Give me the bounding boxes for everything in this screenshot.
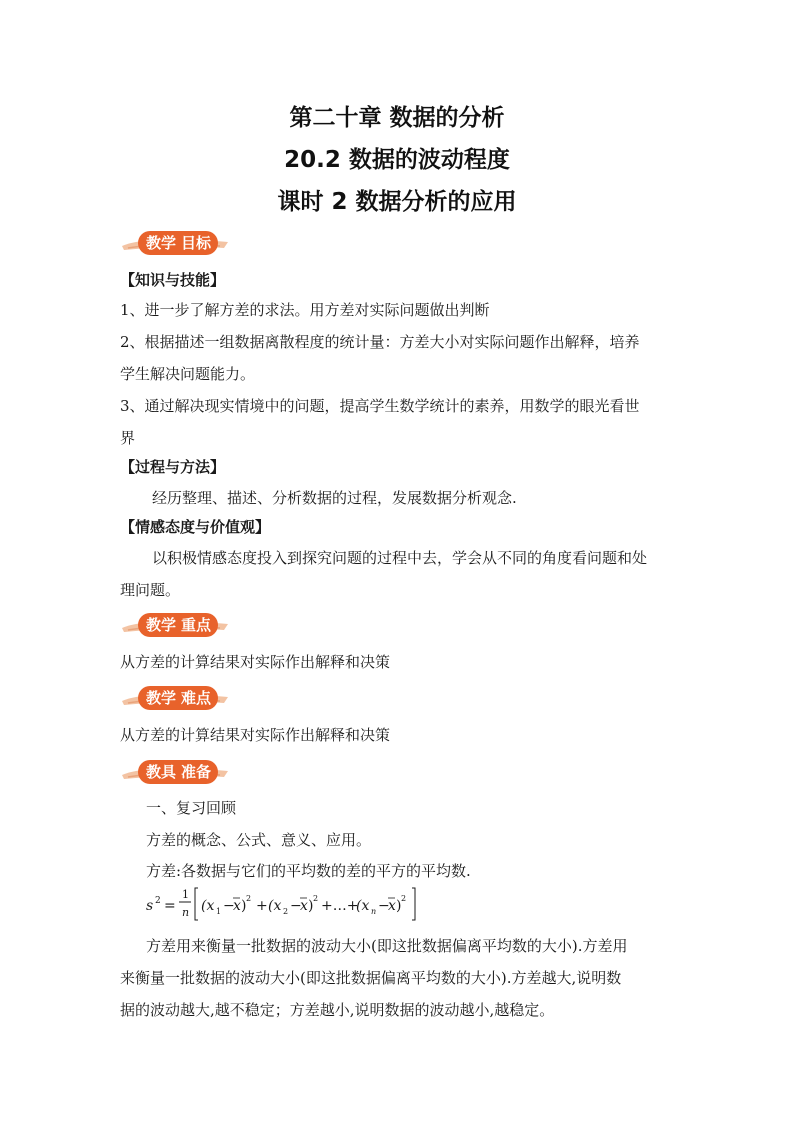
badge-text-pre: 教学 <box>138 613 179 637</box>
formula-xbar3: x <box>388 898 396 914</box>
key-point-text: 从方差的计算结果对实际作出解释和决策 <box>120 653 391 671</box>
formula-sub2: 2 <box>283 907 289 916</box>
formula-close3: ) <box>396 898 402 914</box>
badge-text-pre: 教学 <box>138 231 179 255</box>
formula-xbar2: x <box>300 898 308 914</box>
formula-term2: (x <box>268 898 282 914</box>
formula-minus2: − <box>290 898 302 914</box>
variance-formula <box>146 884 436 924</box>
review-heading: 一、复习回顾 <box>146 799 237 817</box>
knowledge-item-2a: 2、根据描述一组数据离散程度的统计量：方差大小对实际问题作出解释，培养 <box>120 333 640 351</box>
formula-xbar1: x <box>233 898 241 914</box>
knowledge-heading: 【知识与技能】 <box>120 271 226 289</box>
process-text: 经历整理、描述、分析数据的过程，发展数据分析观念. <box>152 489 517 507</box>
difficult-point-text: 从方差的计算结果对实际作出解释和决策 <box>120 726 391 744</box>
badge-teaching-goal <box>120 230 240 258</box>
formula-sq1: 2 <box>246 894 252 903</box>
emotion-text-b: 理问题。 <box>120 581 181 599</box>
formula-term1: (x <box>201 898 215 914</box>
formula-s: s <box>146 898 154 914</box>
review-line-1: 方差的概念、公式、意义、应用。 <box>146 831 372 849</box>
knowledge-item-2b: 学生解决问题能力。 <box>120 365 256 383</box>
formula-sub1: 1 <box>216 907 222 916</box>
review-paragraph-a: 方差用来衡量一批数据的波动大小(即这批数据偏离平均数的大小).方差用 <box>146 937 628 955</box>
badge-text-post: 难点 <box>179 686 218 710</box>
review-paragraph-c: 据的波动越大,越不稳定；方差越小,说明数据的波动越小,越稳定。 <box>120 1001 555 1019</box>
badge-text-post: 重点 <box>179 613 218 637</box>
emotion-heading: 【情感态度与价值观】 <box>120 518 271 536</box>
badge-text-post: 目标 <box>179 231 218 255</box>
formula-subn: n <box>371 907 377 916</box>
formula-exp: 2 <box>155 896 161 906</box>
emotion-text-a: 以积极情感态度投入到探究问题的过程中去，学会从不同的角度看问题和处 <box>152 549 648 567</box>
chapter-title: 第二十章 数据的分析 <box>289 105 505 131</box>
formula-sq2: 2 <box>313 894 319 903</box>
badge-text-post: 准备 <box>179 760 218 784</box>
knowledge-item-3a: 3、通过解决现实情境中的问题，提高学生数学统计的素养，用数学的眼光看世 <box>120 397 640 415</box>
badge-teaching-difficulty <box>120 685 240 713</box>
formula-minus1: − <box>223 898 235 914</box>
knowledge-item-1: 1、进一步了解方差的求法。用方差对实际问题做出判断 <box>120 301 490 319</box>
section-title: 20.2 数据的波动程度 <box>284 147 510 173</box>
formula-sq3: 2 <box>401 894 407 903</box>
formula-close2: ) <box>308 898 314 914</box>
lesson-title: 课时 2 数据分析的应用 <box>277 189 517 215</box>
formula-denominator: n <box>182 906 190 919</box>
badge-teaching-key <box>120 612 240 640</box>
formula-close1: ) <box>241 898 247 914</box>
formula-term3: (x <box>356 898 370 914</box>
knowledge-item-3b: 界 <box>120 429 136 447</box>
review-line-2: 方差:各数据与它们的平均数的差的平方的平均数. <box>146 862 471 880</box>
formula-numerator: 1 <box>182 888 189 901</box>
badge-text-pre: 教学 <box>138 686 179 710</box>
formula-plus1: + <box>256 898 268 914</box>
review-paragraph-b: 来衡量一批数据的波动大小(即这批数据偏离平均数的大小).方差越大,说明数 <box>120 969 622 987</box>
process-heading: 【过程与方法】 <box>120 458 226 476</box>
formula-dots: +…+ <box>321 898 359 914</box>
formula-eq: = <box>164 898 176 914</box>
formula-minus3: − <box>378 898 390 914</box>
badge-text-pre: 教具 <box>138 760 179 784</box>
badge-teaching-tools <box>120 759 240 787</box>
